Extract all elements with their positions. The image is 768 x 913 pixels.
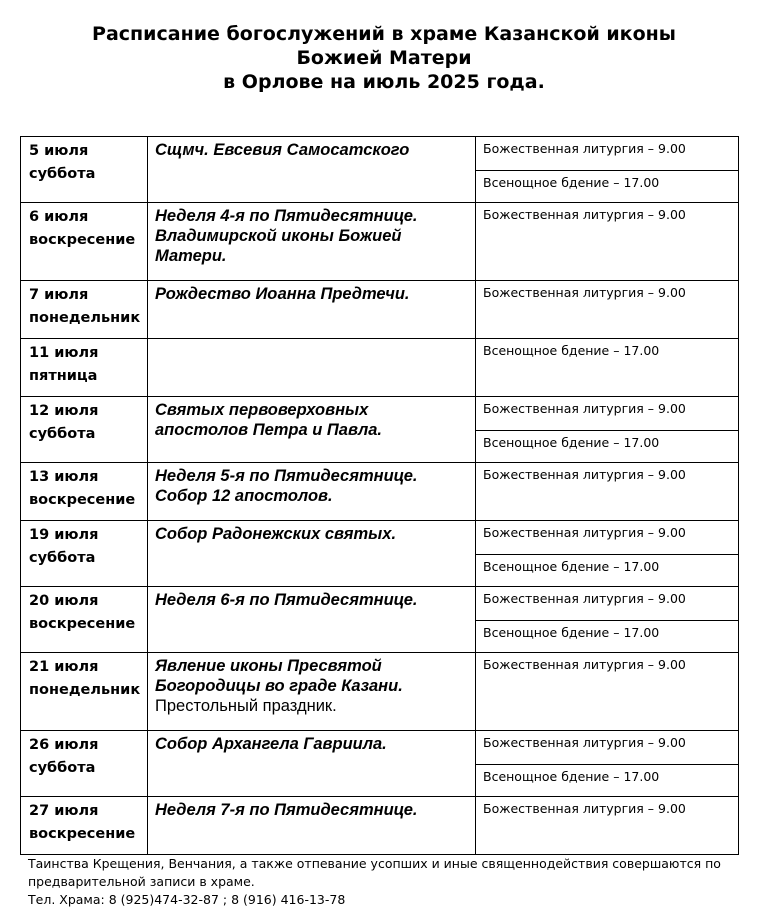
footer-line-2: предварительной записи в храме. <box>28 874 255 889</box>
title-line-1: Расписание богослужений в храме Казанской иконы <box>92 23 676 45</box>
date-cell <box>21 653 148 731</box>
services-cell <box>476 281 739 339</box>
date-cell <box>21 137 148 203</box>
feast-cell <box>148 397 476 463</box>
date-cell <box>21 397 148 463</box>
feast-line: Святых первоверховных <box>155 401 369 419</box>
weekday-text: пятница <box>29 368 98 384</box>
weekday-text: суббота <box>29 760 96 776</box>
weekday-text: воскресение <box>29 826 136 842</box>
date-text: 5 июля <box>29 143 89 159</box>
footer-note <box>28 855 748 909</box>
feast-line: Неделя 4-я по Пятидесятнице. <box>155 207 418 225</box>
feast-cell <box>148 797 476 855</box>
feast-line: Владимирской иконы Божией <box>155 227 402 245</box>
schedule-row <box>21 397 739 463</box>
feast-line: Рождество Иоанна Предтечи. <box>155 285 410 303</box>
weekday-text: суббота <box>29 550 96 566</box>
service-time: Всенощное бдение – 17.00 <box>476 764 738 784</box>
feast-line: Собор Радонежских святых. <box>155 525 397 543</box>
feast-line: Собор 12 апостолов. <box>155 487 333 505</box>
services-cell <box>476 797 739 855</box>
date-cell <box>21 339 148 397</box>
service-time: Божественная литургия – 9.00 <box>483 591 686 606</box>
feast-line: Неделя 7-я по Пятидесятнице. <box>155 801 418 819</box>
date-text: 13 июля <box>29 469 99 485</box>
service-time: Божественная литургия – 9.00 <box>483 285 686 300</box>
weekday-text: суббота <box>29 426 96 442</box>
services-cell <box>476 731 739 797</box>
services-cell <box>476 653 739 731</box>
service-time: Божественная литургия – 9.00 <box>483 735 686 750</box>
date-text: 19 июля <box>29 527 99 543</box>
weekday-text: понедельник <box>29 310 141 326</box>
feast-cell <box>148 203 476 281</box>
date-text: 27 июля <box>29 803 99 819</box>
title-line-3: в Орлове на июль 2025 года. <box>223 71 545 93</box>
date-cell <box>21 203 148 281</box>
date-cell <box>21 281 148 339</box>
schedule-row <box>21 731 739 797</box>
service-time: Божественная литургия – 9.00 <box>483 467 686 482</box>
feast-cell <box>148 653 476 731</box>
service-time: Всенощное бдение – 17.00 <box>483 343 660 358</box>
date-cell <box>21 587 148 653</box>
schedule-row <box>21 463 739 521</box>
services-cell <box>476 521 739 587</box>
feast-line: Неделя 5-я по Пятидесятнице. <box>155 467 418 485</box>
date-text: 12 июля <box>29 403 99 419</box>
feast-line: Собор Архангела Гавриила. <box>155 735 387 753</box>
services-cell <box>476 397 739 463</box>
service-time: Божественная литургия – 9.00 <box>483 525 686 540</box>
service-time: Всенощное бдение – 17.00 <box>476 430 738 450</box>
date-text: 7 июля <box>29 287 89 303</box>
feast-cell <box>148 731 476 797</box>
feast-line: Богородицы во граде Казани. <box>155 677 403 695</box>
feast-cell <box>148 521 476 587</box>
feast-cell <box>148 339 476 397</box>
weekday-text: воскресение <box>29 492 136 508</box>
schedule-row <box>21 587 739 653</box>
services-cell <box>476 137 739 203</box>
date-text: 11 июля <box>29 345 99 361</box>
date-text: 26 июля <box>29 737 99 753</box>
feast-note: Престольный праздник. <box>155 697 337 715</box>
schedule-row <box>21 653 739 731</box>
date-text: 20 июля <box>29 593 99 609</box>
feast-line: апостолов Петра и Павла. <box>155 421 382 439</box>
schedule-row <box>21 137 739 203</box>
service-time: Всенощное бдение – 17.00 <box>476 554 738 574</box>
schedule-row <box>21 339 739 397</box>
services-cell <box>476 587 739 653</box>
feast-line: Неделя 6-я по Пятидесятнице. <box>155 591 418 609</box>
service-time: Божественная литургия – 9.00 <box>483 207 686 222</box>
service-time: Божественная литургия – 9.00 <box>483 141 686 156</box>
weekday-text: суббота <box>29 166 96 182</box>
service-time: Всенощное бдение – 17.00 <box>476 170 738 190</box>
page-title <box>0 22 768 94</box>
date-text: 21 июля <box>29 659 99 675</box>
title-line-2: Божией Матери <box>296 47 472 69</box>
schedule-row <box>21 521 739 587</box>
weekday-text: воскресение <box>29 232 136 248</box>
date-cell <box>21 797 148 855</box>
feast-cell <box>148 281 476 339</box>
services-cell <box>476 339 739 397</box>
schedule-row <box>21 281 739 339</box>
date-cell <box>21 731 148 797</box>
service-time: Всенощное бдение – 17.00 <box>476 620 738 640</box>
date-cell <box>21 521 148 587</box>
feast-cell <box>148 137 476 203</box>
feast-line: Матери. <box>155 247 227 265</box>
schedule-row <box>21 203 739 281</box>
date-cell <box>21 463 148 521</box>
weekday-text: воскресение <box>29 616 136 632</box>
footer-line-1: Таинства Крещения, Венчания, а также отпевание усопших и иные священнодействия совершаются по <box>28 856 721 871</box>
feast-cell <box>148 587 476 653</box>
schedule-table <box>20 136 739 855</box>
footer-phones: Тел. Храма: 8 (925)474-32-87 ; 8 (916) 416-13-78 <box>28 892 346 907</box>
services-cell <box>476 203 739 281</box>
feast-cell <box>148 463 476 521</box>
schedule-row <box>21 797 739 855</box>
service-time: Божественная литургия – 9.00 <box>483 801 686 816</box>
feast-line: Сщмч. Евсевия Самосатского <box>155 141 410 159</box>
weekday-text: понедельник <box>29 682 141 698</box>
service-time: Божественная литургия – 9.00 <box>483 657 686 672</box>
date-text: 6 июля <box>29 209 89 225</box>
service-time: Божественная литургия – 9.00 <box>483 401 686 416</box>
services-cell <box>476 463 739 521</box>
feast-line: Явление иконы Пресвятой <box>155 657 382 675</box>
